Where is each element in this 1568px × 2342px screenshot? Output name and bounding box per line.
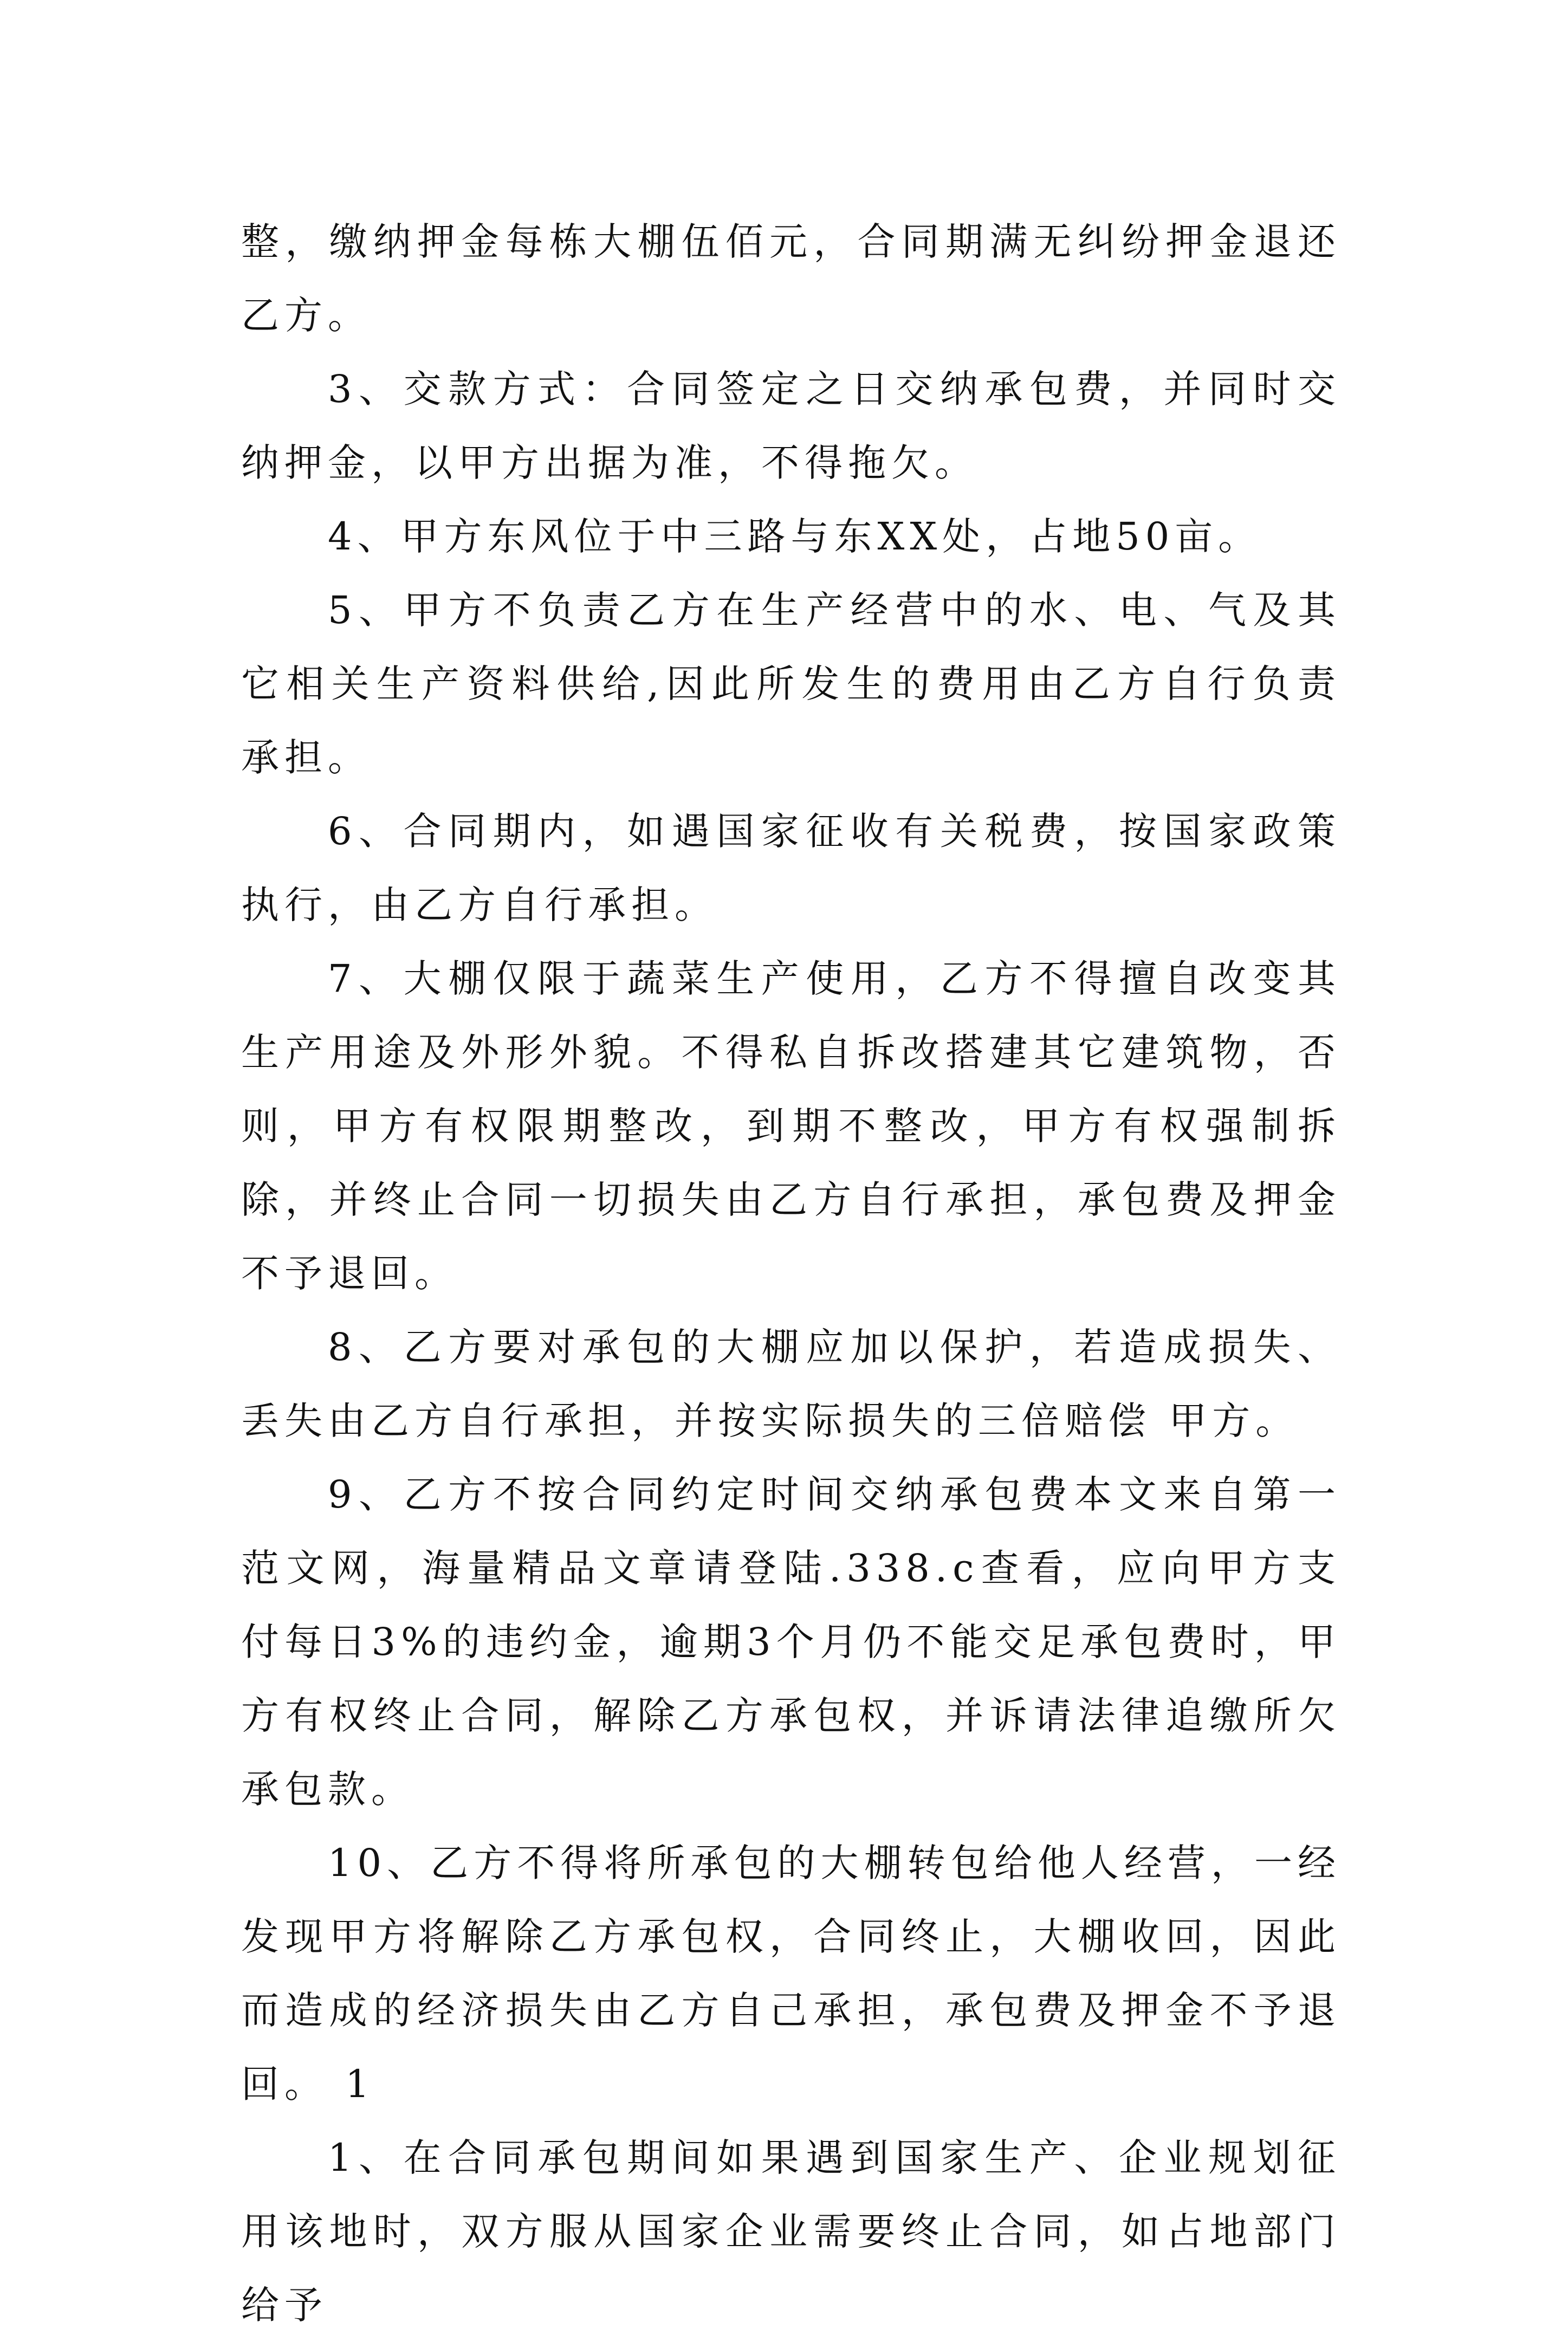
paragraph-clause-3: 3、交款方式：合同签定之日交纳承包费，并同时交纳押金，以甲方出据为准，不得拖欠。: [241, 367, 1341, 485]
paragraph-clause-6: 6、合同期内，如遇国家征收有关税费，按国家政策执行，由乙方自行承担。: [241, 809, 1341, 927]
paragraph-deposit-continued: 整，缴纳押金每栋大棚伍佰元，合同期满无纠纷押金退还乙方。: [241, 219, 1341, 338]
document-body: [241, 205, 1341, 2342]
paragraph-clause-10: 10、乙方不得将所承包的大棚转包给他人经营，一经发现甲方将解除乙方承包权，合同终止，大棚收回，因此而造成的经济损失由乙方自己承担，承包费及押金不予退回。 1: [241, 1841, 1341, 2106]
paragraph-clause-11: 1、在合同承包期间如果遇到国家生产、企业规划征用该地时，双方服从国家企业需要终止合同，如占地部门给予: [241, 2136, 1341, 2327]
paragraph-clause-5: 5、甲方不负责乙方在生产经营中的水、电、气及其它相关生产资料供给,因此所发生的费用由乙方自行负责承担。: [241, 588, 1341, 780]
paragraph-clause-4: 4、甲方东风位于中三路与东XX处，占地50亩。: [328, 514, 1262, 559]
paragraph-clause-7: 7、大棚仅限于蔬菜生产使用，乙方不得擅自改变其生产用途及外形外貌。不得私自拆改搭建其它建筑物，否则，甲方有权限期整改，到期不整改，甲方有权强制拆除，并终止合同一切损失由乙方自行承担，承包费及押金不予退回。: [241, 956, 1341, 1296]
paragraph-clause-9: 9、乙方不按合同约定时间交纳承包费本文来自第一范文网，海量精品文章请登陆.338.c查看，应向甲方支付每日3%的违约金，逾期3个月仍不能交足承包费时，甲方有权终止合同，解除乙方承包权，并诉请法律追缴所欠承包款。: [241, 1472, 1341, 1812]
paragraph-clause-8: 8、乙方要对承包的大棚应加以保护，若造成损失、丢失由乙方自行承担，并按实际损失的三倍赔偿 甲方。: [241, 1325, 1341, 1443]
